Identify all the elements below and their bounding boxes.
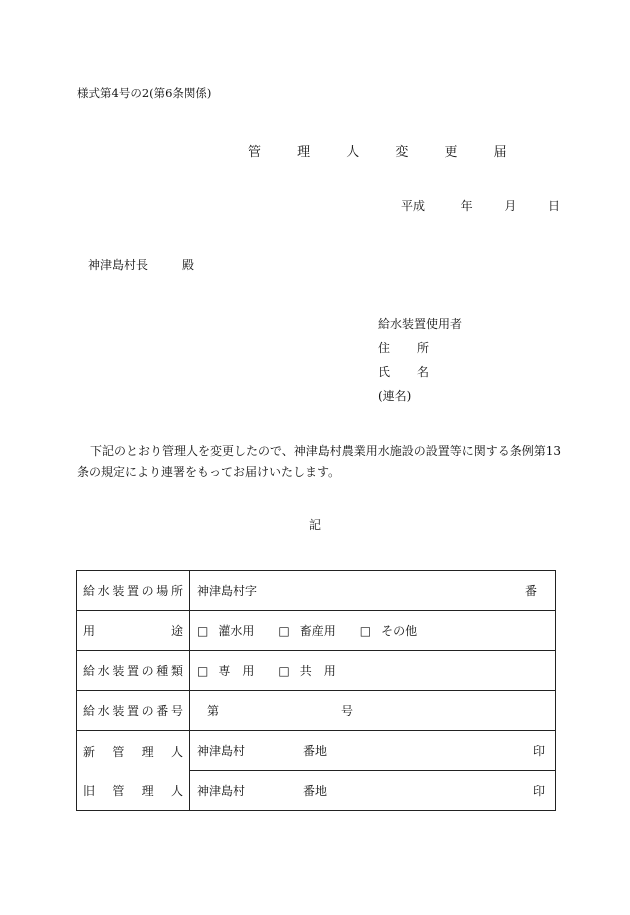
label-kind: 給 水 装 置 の 種 類 [77,651,190,691]
date-era: 平成 [401,199,426,213]
label-location: 給 水 装 置 の 場 所 [77,571,190,611]
number-prefix: 第 [207,704,220,718]
label-old-manager: 旧 管 理 人 [83,783,183,798]
row-number [77,691,556,731]
form-number: 様式第4号の2(第6条関係) [77,86,212,100]
applicant-heading: 給水装置使用者 [378,317,463,331]
new-manager-seal: 印 [532,744,545,758]
kind-option-private[interactable]: □ 専 用 [197,664,255,678]
usage-option-livestock[interactable]: □ 畜産用 [278,624,336,638]
old-manager-field[interactable] [190,771,556,811]
label-usage: 用 途 [77,611,190,651]
old-manager-village: 神津島村 [197,784,246,798]
kind-option-shared[interactable]: □ 共 用 [278,664,336,678]
location-prefix: 神津島村字 [197,584,258,598]
new-manager-field[interactable] [190,731,556,771]
new-manager-village: 神津島村 [197,744,246,758]
date-day: 日 [548,199,561,213]
kind-field [190,651,556,691]
number-suffix: 号 [341,704,354,718]
checkbox-icon: □ [197,664,209,678]
row-location [77,571,556,611]
checkbox-icon: □ [359,624,372,638]
address-label: 住 所 [378,341,430,355]
new-manager-lot: 番地 [303,744,328,758]
name-label: 氏 名 [378,365,430,379]
addressee-honorific: 殿 [182,258,195,272]
usage-option-irrigation[interactable]: □ 灌水用 [197,624,255,638]
usage-option-other[interactable]: □ その他 [359,624,418,638]
location-field[interactable] [190,571,556,611]
row-kind [77,651,556,691]
details-table [76,570,556,811]
addressee-name: 神津島村長 [88,258,149,272]
old-manager-lot: 番地 [303,784,328,798]
checkbox-icon: □ [278,624,290,638]
number-field[interactable] [190,691,556,731]
addressee [88,256,194,273]
date-year: 年 [460,199,473,213]
row-usage [77,611,556,651]
old-manager-seal: 印 [532,784,545,798]
label-managers [77,731,190,811]
applicant-block [378,312,462,408]
date-line [401,197,560,214]
checkbox-icon: □ [197,624,209,638]
label-number: 給 水 装 置 の 番 号 [77,691,190,731]
usage-field [190,611,556,651]
date-month: 月 [504,199,517,213]
row-new-manager [77,731,556,771]
ki-heading: 記 [309,518,322,532]
checkbox-icon: □ [278,664,290,678]
body-text: 下記のとおり管理人を変更したので、神津島村農業用水施設の設置等に関する条例第13条の規定により連署をもってお届けいたします。 [77,444,562,479]
document-title: 管 理 人 変 更 届 [248,145,523,160]
joint-signature-note: (連名) [378,389,412,403]
label-new-manager: 新 管 理 人 [83,744,183,759]
location-suffix: 番 [524,584,537,598]
